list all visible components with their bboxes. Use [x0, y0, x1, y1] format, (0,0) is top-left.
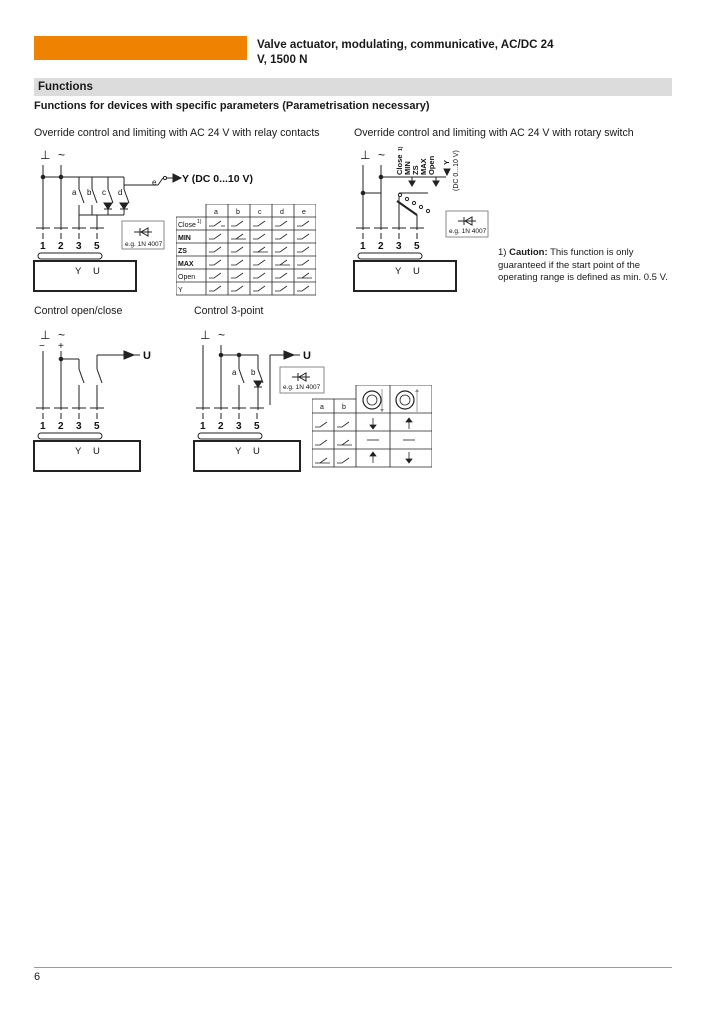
ground-symbol: ⊥: [200, 328, 211, 342]
svg-text:ZS: ZS: [178, 248, 187, 255]
output-label: Y (DC 0...10 V): [182, 173, 253, 185]
svg-text:b: b: [251, 368, 256, 377]
svg-text:1: 1: [360, 241, 366, 252]
svg-text:a: a: [214, 209, 218, 216]
ac-symbol: ~: [218, 328, 226, 342]
rotary-pos-zs: ZS: [411, 165, 420, 175]
svg-text:1: 1: [40, 421, 46, 432]
caution-label: Caution:: [509, 247, 548, 258]
svg-text:Close: Close: [178, 222, 196, 229]
svg-text:d: d: [118, 188, 123, 197]
ground-symbol: ⊥: [40, 148, 51, 162]
svg-text:U: U: [413, 266, 420, 277]
svg-text:e: e: [302, 209, 306, 216]
svg-text:1): 1): [197, 219, 202, 225]
document-title-line-1: Valve actuator, modulating, communicative, AC/DC 24: [257, 38, 554, 51]
ac-symbol: ~: [378, 148, 386, 162]
svg-text:U: U: [93, 266, 100, 277]
output-u: U: [143, 350, 151, 362]
ac-symbol: ~: [58, 328, 66, 342]
svg-text:5: 5: [254, 421, 260, 432]
svg-text:a: a: [232, 368, 237, 377]
rotary-pos-y: Y: [442, 159, 451, 165]
diode-note: e.g. 1N 4007: [283, 384, 321, 391]
svg-text:c: c: [258, 209, 262, 216]
document-title-line-2: V, 1500 N: [257, 53, 308, 66]
svg-text:2: 2: [378, 241, 384, 252]
svg-text:Open: Open: [178, 274, 196, 281]
section-subtitle: Functions for devices with specific parameters (Parametrisation necessary): [34, 100, 430, 112]
svg-text:Y: Y: [395, 266, 402, 277]
rotary-range-label: (DC 0...10 V): [453, 150, 460, 191]
rotary-pos-open: Open: [427, 155, 436, 175]
caution-note: [498, 247, 678, 285]
open-close-wiring-diagram: [30, 325, 180, 480]
output-u: U: [303, 350, 311, 362]
svg-text:Y: Y: [235, 446, 242, 457]
ac-symbol: ~: [58, 148, 66, 162]
svg-text:5: 5: [94, 421, 100, 432]
svg-text:Y: Y: [75, 266, 82, 277]
relay-function-table: [176, 204, 316, 296]
svg-text:b: b: [87, 188, 92, 197]
caution-prefix: 1): [498, 247, 507, 258]
svg-text:U: U: [253, 446, 260, 457]
rotary-diagram-caption: Override control and limiting with AC 24 V with rotary switch: [354, 127, 634, 139]
page-number: 6: [34, 971, 41, 983]
three-point-function-table: [312, 385, 432, 477]
svg-text:MIN: MIN: [178, 235, 191, 242]
svg-text:1): 1): [398, 146, 404, 151]
svg-text:5: 5: [414, 241, 420, 252]
svg-text:b: b: [236, 209, 240, 216]
svg-text:3: 3: [396, 241, 402, 252]
svg-text:d: d: [280, 209, 284, 216]
document-title: [257, 37, 617, 67]
diode-note: e.g. 1N 4007: [449, 228, 487, 235]
svg-text:a: a: [320, 404, 324, 411]
rotary-pos-max: MAX: [419, 158, 428, 175]
svg-text:2: 2: [58, 421, 64, 432]
rotary-wiring-diagram: [350, 145, 495, 300]
ground-symbol: ⊥: [40, 328, 51, 342]
svg-text:2: 2: [218, 421, 224, 432]
minus-sign: −: [39, 341, 45, 352]
svg-text:e: e: [152, 178, 157, 187]
svg-text:U: U: [93, 446, 100, 457]
rotary-pos-close: Close: [395, 154, 404, 175]
plus-sign: +: [58, 341, 64, 352]
footer-divider: [34, 967, 672, 968]
three-point-diagram-caption: Control 3-point: [194, 305, 264, 317]
svg-text:1: 1: [40, 241, 46, 252]
section-header: Functions: [34, 78, 672, 96]
diode-note: e.g. 1N 4007: [125, 241, 163, 248]
svg-text:c: c: [102, 188, 106, 197]
rotary-pos-min: MIN: [403, 161, 412, 175]
svg-text:Y: Y: [178, 287, 183, 294]
ground-symbol: ⊥: [360, 148, 371, 162]
svg-text:a: a: [72, 188, 77, 197]
caution-text: This function is only guaranteed if the start point of the operating range is defined as min. 0.5 V.: [498, 247, 668, 283]
svg-text:MAX: MAX: [178, 261, 194, 268]
open-close-diagram-caption: Control open/close: [34, 305, 123, 317]
brand-accent-bar: [34, 36, 247, 60]
svg-text:2: 2: [58, 241, 64, 252]
svg-text:b: b: [342, 404, 346, 411]
svg-text:3: 3: [236, 421, 242, 432]
svg-text:5: 5: [94, 241, 100, 252]
relay-diagram-caption: Override control and limiting with AC 24 V with relay contacts: [34, 127, 320, 139]
svg-text:3: 3: [76, 421, 82, 432]
svg-text:3: 3: [76, 241, 82, 252]
svg-text:Y: Y: [75, 446, 82, 457]
svg-text:1: 1: [200, 421, 206, 432]
